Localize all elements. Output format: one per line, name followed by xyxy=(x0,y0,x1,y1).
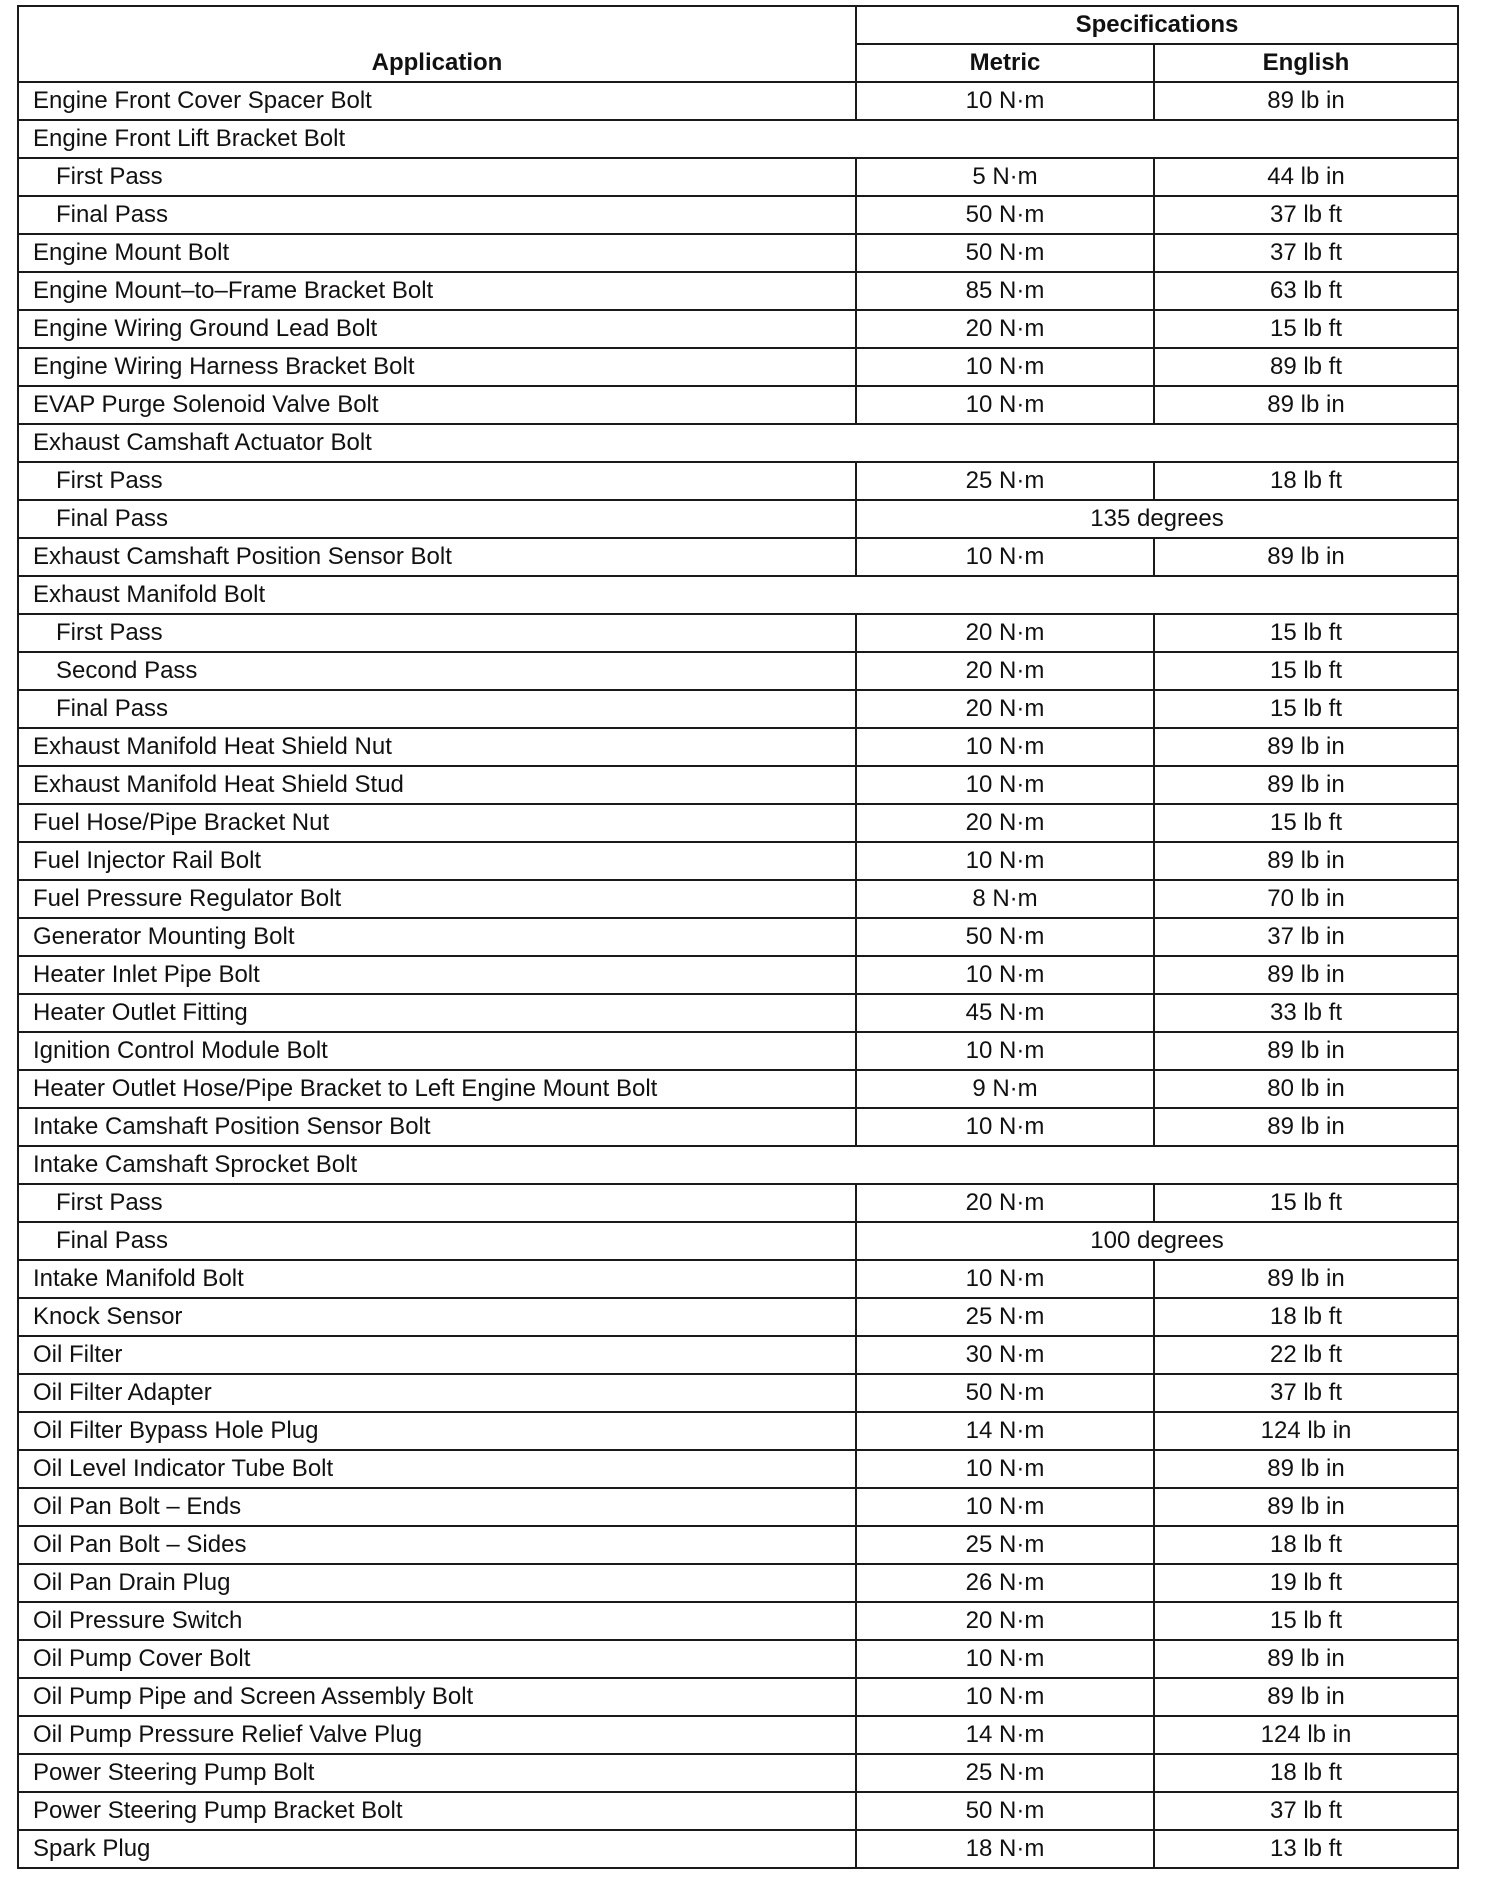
metric-cell: 9 N·m xyxy=(856,1070,1154,1108)
table-row xyxy=(18,1032,1458,1070)
torque-specifications-table xyxy=(17,5,1459,1869)
table-row xyxy=(18,804,1458,842)
table-row xyxy=(18,1640,1458,1678)
metric-cell: 10 N·m xyxy=(856,956,1154,994)
metric-cell: 10 N·m xyxy=(856,766,1154,804)
table-row xyxy=(18,234,1458,272)
table-row xyxy=(18,1678,1458,1716)
metric-cell: 10 N·m xyxy=(856,1260,1154,1298)
table-row xyxy=(18,386,1458,424)
metric-cell: 20 N·m xyxy=(856,690,1154,728)
application-cell: First Pass xyxy=(18,158,856,196)
metric-cell: 26 N·m xyxy=(856,1564,1154,1602)
table-group-row xyxy=(18,576,1458,614)
table-row xyxy=(18,1260,1458,1298)
empty-spec-cell xyxy=(856,1146,1458,1184)
english-cell: 18 lb ft xyxy=(1154,1754,1458,1792)
metric-cell: 20 N·m xyxy=(856,614,1154,652)
metric-cell: 8 N·m xyxy=(856,880,1154,918)
angle-spec-cell: 135 degrees xyxy=(856,500,1458,538)
table-row xyxy=(18,1754,1458,1792)
table-header xyxy=(18,6,1458,82)
table-row xyxy=(18,1374,1458,1412)
table-row xyxy=(18,1526,1458,1564)
empty-spec-cell xyxy=(856,576,1458,614)
application-cell: Ignition Control Module Bolt xyxy=(18,1032,856,1070)
application-cell: Engine Wiring Ground Lead Bolt xyxy=(18,310,856,348)
application-cell: Fuel Injector Rail Bolt xyxy=(18,842,856,880)
english-cell: 89 lb in xyxy=(1154,386,1458,424)
table-row xyxy=(18,1602,1458,1640)
application-cell: Oil Pump Pressure Relief Valve Plug xyxy=(18,1716,856,1754)
empty-spec-cell xyxy=(856,120,1458,158)
table-row xyxy=(18,1070,1458,1108)
english-cell: 89 lb in xyxy=(1154,538,1458,576)
application-cell: Power Steering Pump Bracket Bolt xyxy=(18,1792,856,1830)
english-cell: 15 lb ft xyxy=(1154,690,1458,728)
table-body xyxy=(18,82,1458,1868)
table-row xyxy=(18,728,1458,766)
english-cell: 15 lb ft xyxy=(1154,804,1458,842)
metric-cell: 20 N·m xyxy=(856,1602,1154,1640)
table-row xyxy=(18,500,1458,538)
metric-cell: 30 N·m xyxy=(856,1336,1154,1374)
table-row xyxy=(18,956,1458,994)
application-cell: Heater Outlet Fitting xyxy=(18,994,856,1032)
table-row xyxy=(18,1830,1458,1868)
english-cell: 63 lb ft xyxy=(1154,272,1458,310)
table-row xyxy=(18,1222,1458,1260)
metric-cell: 10 N·m xyxy=(856,1108,1154,1146)
metric-cell: 25 N·m xyxy=(856,1298,1154,1336)
application-cell: Oil Pump Pipe and Screen Assembly Bolt xyxy=(18,1678,856,1716)
table-row xyxy=(18,158,1458,196)
english-cell: 44 lb in xyxy=(1154,158,1458,196)
metric-cell: 10 N·m xyxy=(856,1450,1154,1488)
application-cell: Oil Pan Bolt – Sides xyxy=(18,1526,856,1564)
application-cell: Exhaust Manifold Bolt xyxy=(18,576,856,614)
application-cell: Intake Camshaft Position Sensor Bolt xyxy=(18,1108,856,1146)
english-cell: 22 lb ft xyxy=(1154,1336,1458,1374)
english-cell: 18 lb ft xyxy=(1154,1526,1458,1564)
metric-cell: 20 N·m xyxy=(856,804,1154,842)
application-cell: Engine Front Lift Bracket Bolt xyxy=(18,120,856,158)
english-cell: 89 lb ft xyxy=(1154,348,1458,386)
metric-cell: 20 N·m xyxy=(856,310,1154,348)
metric-cell: 10 N·m xyxy=(856,348,1154,386)
table-row xyxy=(18,1564,1458,1602)
english-cell: 18 lb ft xyxy=(1154,462,1458,500)
english-cell: 89 lb in xyxy=(1154,82,1458,120)
table-row xyxy=(18,462,1458,500)
angle-spec-cell: 100 degrees xyxy=(856,1222,1458,1260)
header-row-top xyxy=(18,6,1458,44)
metric-cell: 14 N·m xyxy=(856,1412,1154,1450)
application-cell: Exhaust Camshaft Position Sensor Bolt xyxy=(18,538,856,576)
english-column-header: English xyxy=(1154,44,1458,82)
application-cell: Fuel Pressure Regulator Bolt xyxy=(18,880,856,918)
metric-cell: 25 N·m xyxy=(856,1754,1154,1792)
metric-cell: 50 N·m xyxy=(856,918,1154,956)
metric-cell: 25 N·m xyxy=(856,1526,1154,1564)
english-cell: 70 lb in xyxy=(1154,880,1458,918)
application-cell: Oil Filter Adapter xyxy=(18,1374,856,1412)
english-cell: 13 lb ft xyxy=(1154,1830,1458,1868)
english-cell: 37 lb ft xyxy=(1154,1374,1458,1412)
application-cell: Oil Level Indicator Tube Bolt xyxy=(18,1450,856,1488)
english-cell: 15 lb ft xyxy=(1154,1184,1458,1222)
english-cell: 15 lb ft xyxy=(1154,310,1458,348)
table-group-row xyxy=(18,424,1458,462)
english-cell: 89 lb in xyxy=(1154,842,1458,880)
table-row xyxy=(18,652,1458,690)
table-row xyxy=(18,1108,1458,1146)
table-row xyxy=(18,1298,1458,1336)
english-cell: 89 lb in xyxy=(1154,1108,1458,1146)
table-row xyxy=(18,1184,1458,1222)
specifications-column-header: Specifications xyxy=(856,6,1458,44)
application-cell: EVAP Purge Solenoid Valve Bolt xyxy=(18,386,856,424)
metric-cell: 20 N·m xyxy=(856,1184,1154,1222)
english-cell: 89 lb in xyxy=(1154,1032,1458,1070)
english-cell: 37 lb ft xyxy=(1154,196,1458,234)
english-cell: 15 lb ft xyxy=(1154,1602,1458,1640)
english-cell: 89 lb in xyxy=(1154,1488,1458,1526)
empty-spec-cell xyxy=(856,424,1458,462)
application-cell: Engine Mount–to–Frame Bracket Bolt xyxy=(18,272,856,310)
metric-cell: 10 N·m xyxy=(856,1678,1154,1716)
english-cell: 37 lb ft xyxy=(1154,234,1458,272)
metric-column-header: Metric xyxy=(856,44,1154,82)
metric-cell: 10 N·m xyxy=(856,1488,1154,1526)
table-row xyxy=(18,1792,1458,1830)
metric-cell: 25 N·m xyxy=(856,462,1154,500)
metric-cell: 50 N·m xyxy=(856,1374,1154,1412)
english-cell: 124 lb in xyxy=(1154,1412,1458,1450)
metric-cell: 10 N·m xyxy=(856,82,1154,120)
application-cell: Knock Sensor xyxy=(18,1298,856,1336)
application-cell: Generator Mounting Bolt xyxy=(18,918,856,956)
application-cell: Intake Manifold Bolt xyxy=(18,1260,856,1298)
table-row xyxy=(18,1488,1458,1526)
table-row xyxy=(18,538,1458,576)
table-row xyxy=(18,1716,1458,1754)
metric-cell: 5 N·m xyxy=(856,158,1154,196)
application-cell: Heater Inlet Pipe Bolt xyxy=(18,956,856,994)
application-cell: First Pass xyxy=(18,1184,856,1222)
application-cell: Intake Camshaft Sprocket Bolt xyxy=(18,1146,856,1184)
english-cell: 15 lb ft xyxy=(1154,614,1458,652)
table-row xyxy=(18,614,1458,652)
table-row xyxy=(18,1450,1458,1488)
english-cell: 124 lb in xyxy=(1154,1716,1458,1754)
application-cell: Exhaust Manifold Heat Shield Nut xyxy=(18,728,856,766)
metric-cell: 20 N·m xyxy=(856,652,1154,690)
table-row xyxy=(18,842,1458,880)
metric-cell: 50 N·m xyxy=(856,234,1154,272)
application-cell: Oil Pump Cover Bolt xyxy=(18,1640,856,1678)
application-cell: Oil Filter Bypass Hole Plug xyxy=(18,1412,856,1450)
table-row xyxy=(18,310,1458,348)
english-cell: 89 lb in xyxy=(1154,1640,1458,1678)
metric-cell: 10 N·m xyxy=(856,386,1154,424)
english-cell: 37 lb in xyxy=(1154,918,1458,956)
metric-cell: 45 N·m xyxy=(856,994,1154,1032)
application-cell: Oil Pan Bolt – Ends xyxy=(18,1488,856,1526)
english-cell: 15 lb ft xyxy=(1154,652,1458,690)
application-cell: Exhaust Manifold Heat Shield Stud xyxy=(18,766,856,804)
application-cell: Power Steering Pump Bolt xyxy=(18,1754,856,1792)
table-row xyxy=(18,348,1458,386)
application-cell: Exhaust Camshaft Actuator Bolt xyxy=(18,424,856,462)
table-row xyxy=(18,82,1458,120)
table-row xyxy=(18,196,1458,234)
table-row xyxy=(18,690,1458,728)
english-cell: 37 lb ft xyxy=(1154,1792,1458,1830)
application-cell: Oil Pan Drain Plug xyxy=(18,1564,856,1602)
table-row xyxy=(18,880,1458,918)
table-row xyxy=(18,766,1458,804)
metric-cell: 85 N·m xyxy=(856,272,1154,310)
application-cell: Fuel Hose/Pipe Bracket Nut xyxy=(18,804,856,842)
english-cell: 18 lb ft xyxy=(1154,1298,1458,1336)
application-cell: Spark Plug xyxy=(18,1830,856,1868)
application-cell: Final Pass xyxy=(18,690,856,728)
english-cell: 89 lb in xyxy=(1154,1260,1458,1298)
english-cell: 89 lb in xyxy=(1154,956,1458,994)
english-cell: 33 lb ft xyxy=(1154,994,1458,1032)
metric-cell: 10 N·m xyxy=(856,1640,1154,1678)
english-cell: 80 lb in xyxy=(1154,1070,1458,1108)
application-cell: Oil Filter xyxy=(18,1336,856,1374)
english-cell: 19 lb ft xyxy=(1154,1564,1458,1602)
english-cell: 89 lb in xyxy=(1154,728,1458,766)
table-row xyxy=(18,1336,1458,1374)
metric-cell: 50 N·m xyxy=(856,1792,1154,1830)
english-cell: 89 lb in xyxy=(1154,1678,1458,1716)
table-group-row xyxy=(18,1146,1458,1184)
english-cell: 89 lb in xyxy=(1154,1450,1458,1488)
application-cell: First Pass xyxy=(18,462,856,500)
application-cell: Engine Wiring Harness Bracket Bolt xyxy=(18,348,856,386)
table-row xyxy=(18,994,1458,1032)
metric-cell: 10 N·m xyxy=(856,728,1154,766)
application-cell: Heater Outlet Hose/Pipe Bracket to Left Engine Mount Bolt xyxy=(18,1070,856,1108)
english-cell: 89 lb in xyxy=(1154,766,1458,804)
metric-cell: 14 N·m xyxy=(856,1716,1154,1754)
application-cell: Oil Pressure Switch xyxy=(18,1602,856,1640)
table-row xyxy=(18,272,1458,310)
application-cell: Second Pass xyxy=(18,652,856,690)
application-column-header: Application xyxy=(18,6,856,82)
metric-cell: 10 N·m xyxy=(856,1032,1154,1070)
table-row xyxy=(18,1412,1458,1450)
metric-cell: 10 N·m xyxy=(856,538,1154,576)
application-cell: Engine Mount Bolt xyxy=(18,234,856,272)
metric-cell: 18 N·m xyxy=(856,1830,1154,1868)
application-cell: Final Pass xyxy=(18,196,856,234)
application-cell: Final Pass xyxy=(18,1222,856,1260)
application-cell: Final Pass xyxy=(18,500,856,538)
metric-cell: 10 N·m xyxy=(856,842,1154,880)
metric-cell: 50 N·m xyxy=(856,196,1154,234)
table-group-row xyxy=(18,120,1458,158)
application-cell: Engine Front Cover Spacer Bolt xyxy=(18,82,856,120)
table-row xyxy=(18,918,1458,956)
application-cell: First Pass xyxy=(18,614,856,652)
